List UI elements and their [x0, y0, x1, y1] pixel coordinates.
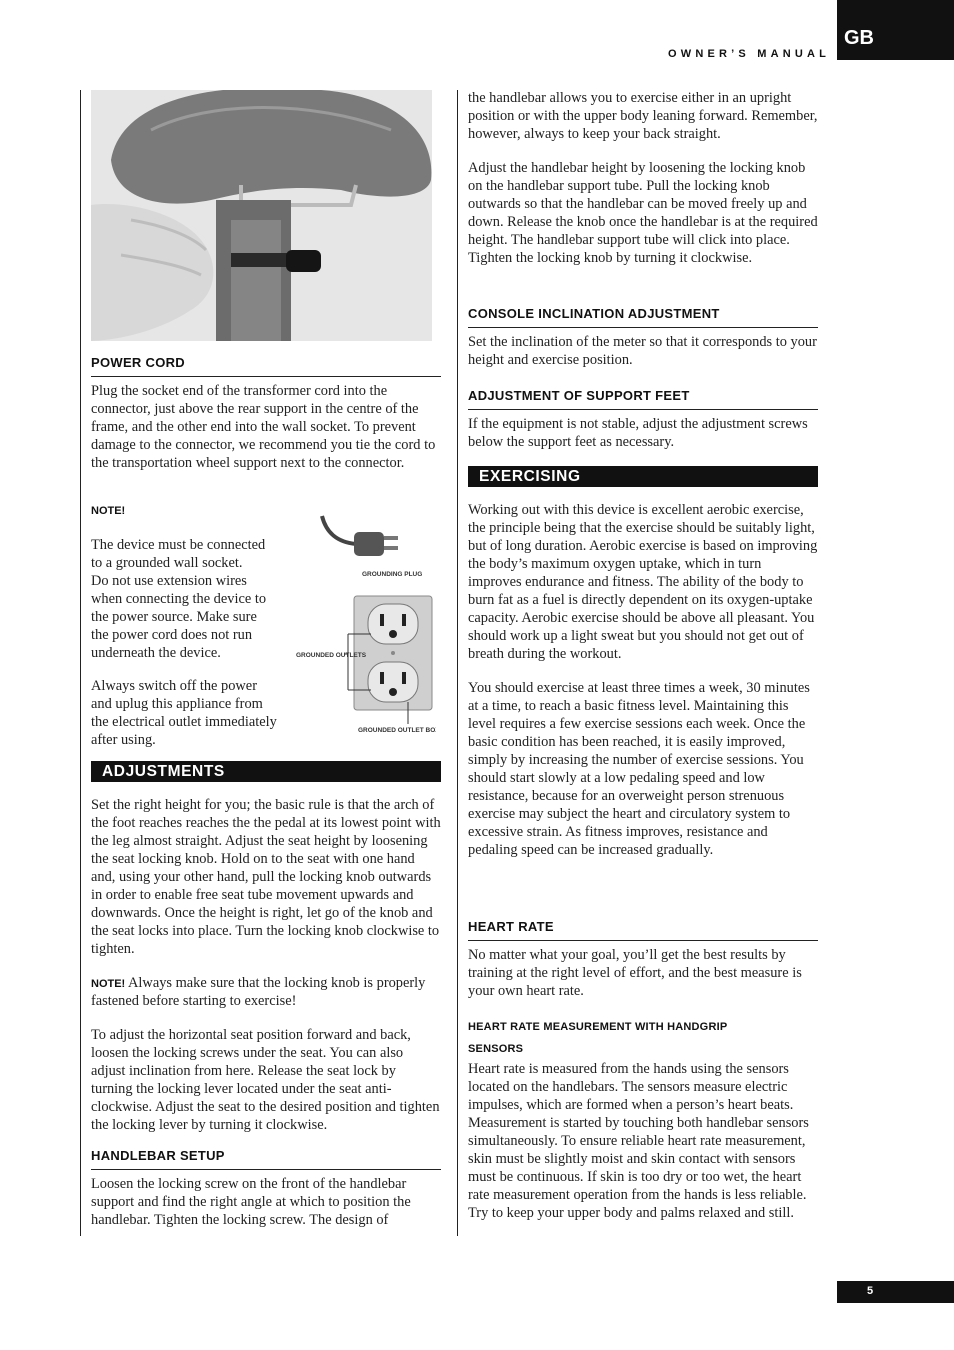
console-inclination-text: Set the inclination of the meter so that it corresponds to your height and exercise position.	[468, 334, 817, 368]
handgrip-text: Heart rate is measured from the hands using the sensors located on the handlebars. The sensors measure electric impulses, which are formed when a person’s heart beats. Measurement is started by touching both handlebar sensors simultaneously. To ensure reliable heart rate measurement, skin must be slightly moist and skin contact with sensors must be continuous. If skin is too dry or too wet, the heart rate measurement operation from the hands is less reliable. Try to keep your upper body and palms relaxed and still.	[468, 1061, 809, 1221]
exercising-text-2: You should exercise at least three times a week, 30 minutes at a time, to reach a basic fitness level. Maintaining this level requires a few exercise sessions each week. Once the basic condition has been reached, it is easily improved, simply by increasing the number of exercise sessions. You should start slowly at a low pedaling speed and low resistance, because for an overweight person strenuous exercise may subject the heart and circulatory system to excessive strain. As fitness improves, resistance and pedaling speed can be increased gradually.	[468, 680, 810, 858]
exercising-text-1: Working out with this device is excellent aerobic exercise, the principle being that the exercise should be suitably light, but of long duration. Aerobic exercise is based on improving the body’s maximum oxygen uptake, which in turn improves endurance and fitness. The ability of the body to burn fat as a fuel is directly dependent on its oxygen-uptake capacity. Aerobic exercise should be above all pleasant. You should work up a light sweat but you should not get out of breath during the workout.	[468, 502, 818, 662]
heart-rate-text: No matter what your goal, you’ll get the best results by training at the right level of effort, and the best measure is your own heart rate.	[468, 947, 802, 999]
adjustments-note-label: NOTE!	[91, 978, 126, 990]
page-number: 5	[867, 1285, 874, 1297]
note2-line-3: the electrical outlet immediately	[91, 714, 277, 730]
note-line-1: The device must be connected	[91, 537, 266, 553]
note-line-4: when connecting the device to	[91, 591, 267, 607]
note2-line-1: Always switch off the power	[91, 678, 257, 694]
power-cord-heading: POWER CORD	[91, 355, 441, 377]
header-title: OWNER’S MANUAL	[668, 48, 831, 60]
note-label: NOTE!	[91, 505, 126, 517]
column-rule-left	[80, 90, 81, 1236]
seat-adjustment-photo	[91, 90, 432, 341]
support-feet-heading: ADJUSTMENT OF SUPPORT FEET	[468, 388, 818, 410]
note-line-6: the power cord does not run	[91, 627, 253, 643]
grounded-outlet-figure	[296, 512, 436, 744]
power-cord-text: Plug the socket end of the transformer cord into the connector, just above the rear support in the centre of the frame, and the other end into the wall socket. To prevent damage to the connector, we recommend you tie the cord to the transportation wheel support next to the connector.	[91, 383, 436, 471]
grounding-plug-label: GROUNDING PLUG	[362, 571, 423, 578]
note2-line-2: and uplug this appliance from	[91, 696, 263, 712]
heart-rate-heading: HEART RATE	[468, 919, 818, 941]
handgrip-heading-line-2: SENSORS	[468, 1043, 524, 1055]
support-feet-text: If the equipment is not stable, adjust the adjustment screws below the support feet as necessary.	[468, 416, 808, 450]
column-rule-middle	[457, 90, 458, 1236]
grounded-outlets-label: GROUNDED OUTLETS	[296, 652, 367, 659]
note-line-2: to a grounded wall socket.	[91, 555, 243, 571]
console-inclination-heading: CONSOLE INCLINATION ADJUSTMENT	[468, 306, 818, 328]
adjustments-text-2: To adjust the horizontal seat position forward and back, loosen the locking screws under the seat. You can also adjust inclination from here. Release the seat lock by turning the locking lever located under the seat anti-clockwise. Adjust the seat to the desired position and tighten the locking lever by turning it clockwise.	[91, 1027, 440, 1133]
handlebar-setup-heading: HANDLEBAR SETUP	[91, 1148, 441, 1170]
adjustments-note-text: Always make sure that the locking knob is properly fastened before starting to exercise!	[91, 975, 426, 1009]
language-tab	[837, 0, 954, 60]
note-line-3: Do not use extension wires	[91, 573, 247, 589]
grounded-outlet-box-label: GROUNDED OUTLET BOX	[358, 727, 436, 734]
language-code: GB	[844, 27, 874, 49]
handgrip-heading-line-1: HEART RATE MEASUREMENT WITH HANDGRIP	[468, 1021, 728, 1033]
note-line-7: underneath the device.	[91, 645, 221, 661]
handlebar-height-text: Adjust the handlebar height by loosening the locking knob on the handlebar support tube. Pull the locking knob outwards so that the handlebar can be moved freely up and down. Release the knob once the handlebar is at the required height. The handlebar support tube will click into place. Tighten the locking knob by turning it clockwise.	[468, 160, 818, 266]
adjustments-text-1: Set the right height for you; the basic rule is that the arch of the foot reaches reaches the the pedal at its lowest point with the leg almost straight. Adjust the seat height by loosening the seat locking knob. Hold on to the seat with one hand and, using your other hand, pull the locking knob outwards in order to enable free seat tube movement upwards and downwards. Once the height is right, let go of the knob and the seat locks into place. Turn the locking knob clockwise to tighten.	[91, 797, 441, 957]
note2-line-4: after using.	[91, 732, 156, 748]
adjustments-note	[91, 974, 441, 1010]
note-line-5: the power source. Make sure	[91, 609, 257, 625]
page-number-tab	[837, 1281, 954, 1303]
handlebar-setup-text: Loosen the locking screw on the front of the handlebar support and find the right angle at which to position the handlebar. Tighten the locking screw. The design of	[91, 1176, 411, 1228]
handlebar-continued-text: the handlebar allows you to exercise either in an upright position or with the upper body leaning forward. Remember, however, always to keep your back straight.	[468, 90, 818, 142]
exercising-heading: EXERCISING	[468, 466, 818, 487]
adjustments-heading: ADJUSTMENTS	[91, 761, 441, 782]
